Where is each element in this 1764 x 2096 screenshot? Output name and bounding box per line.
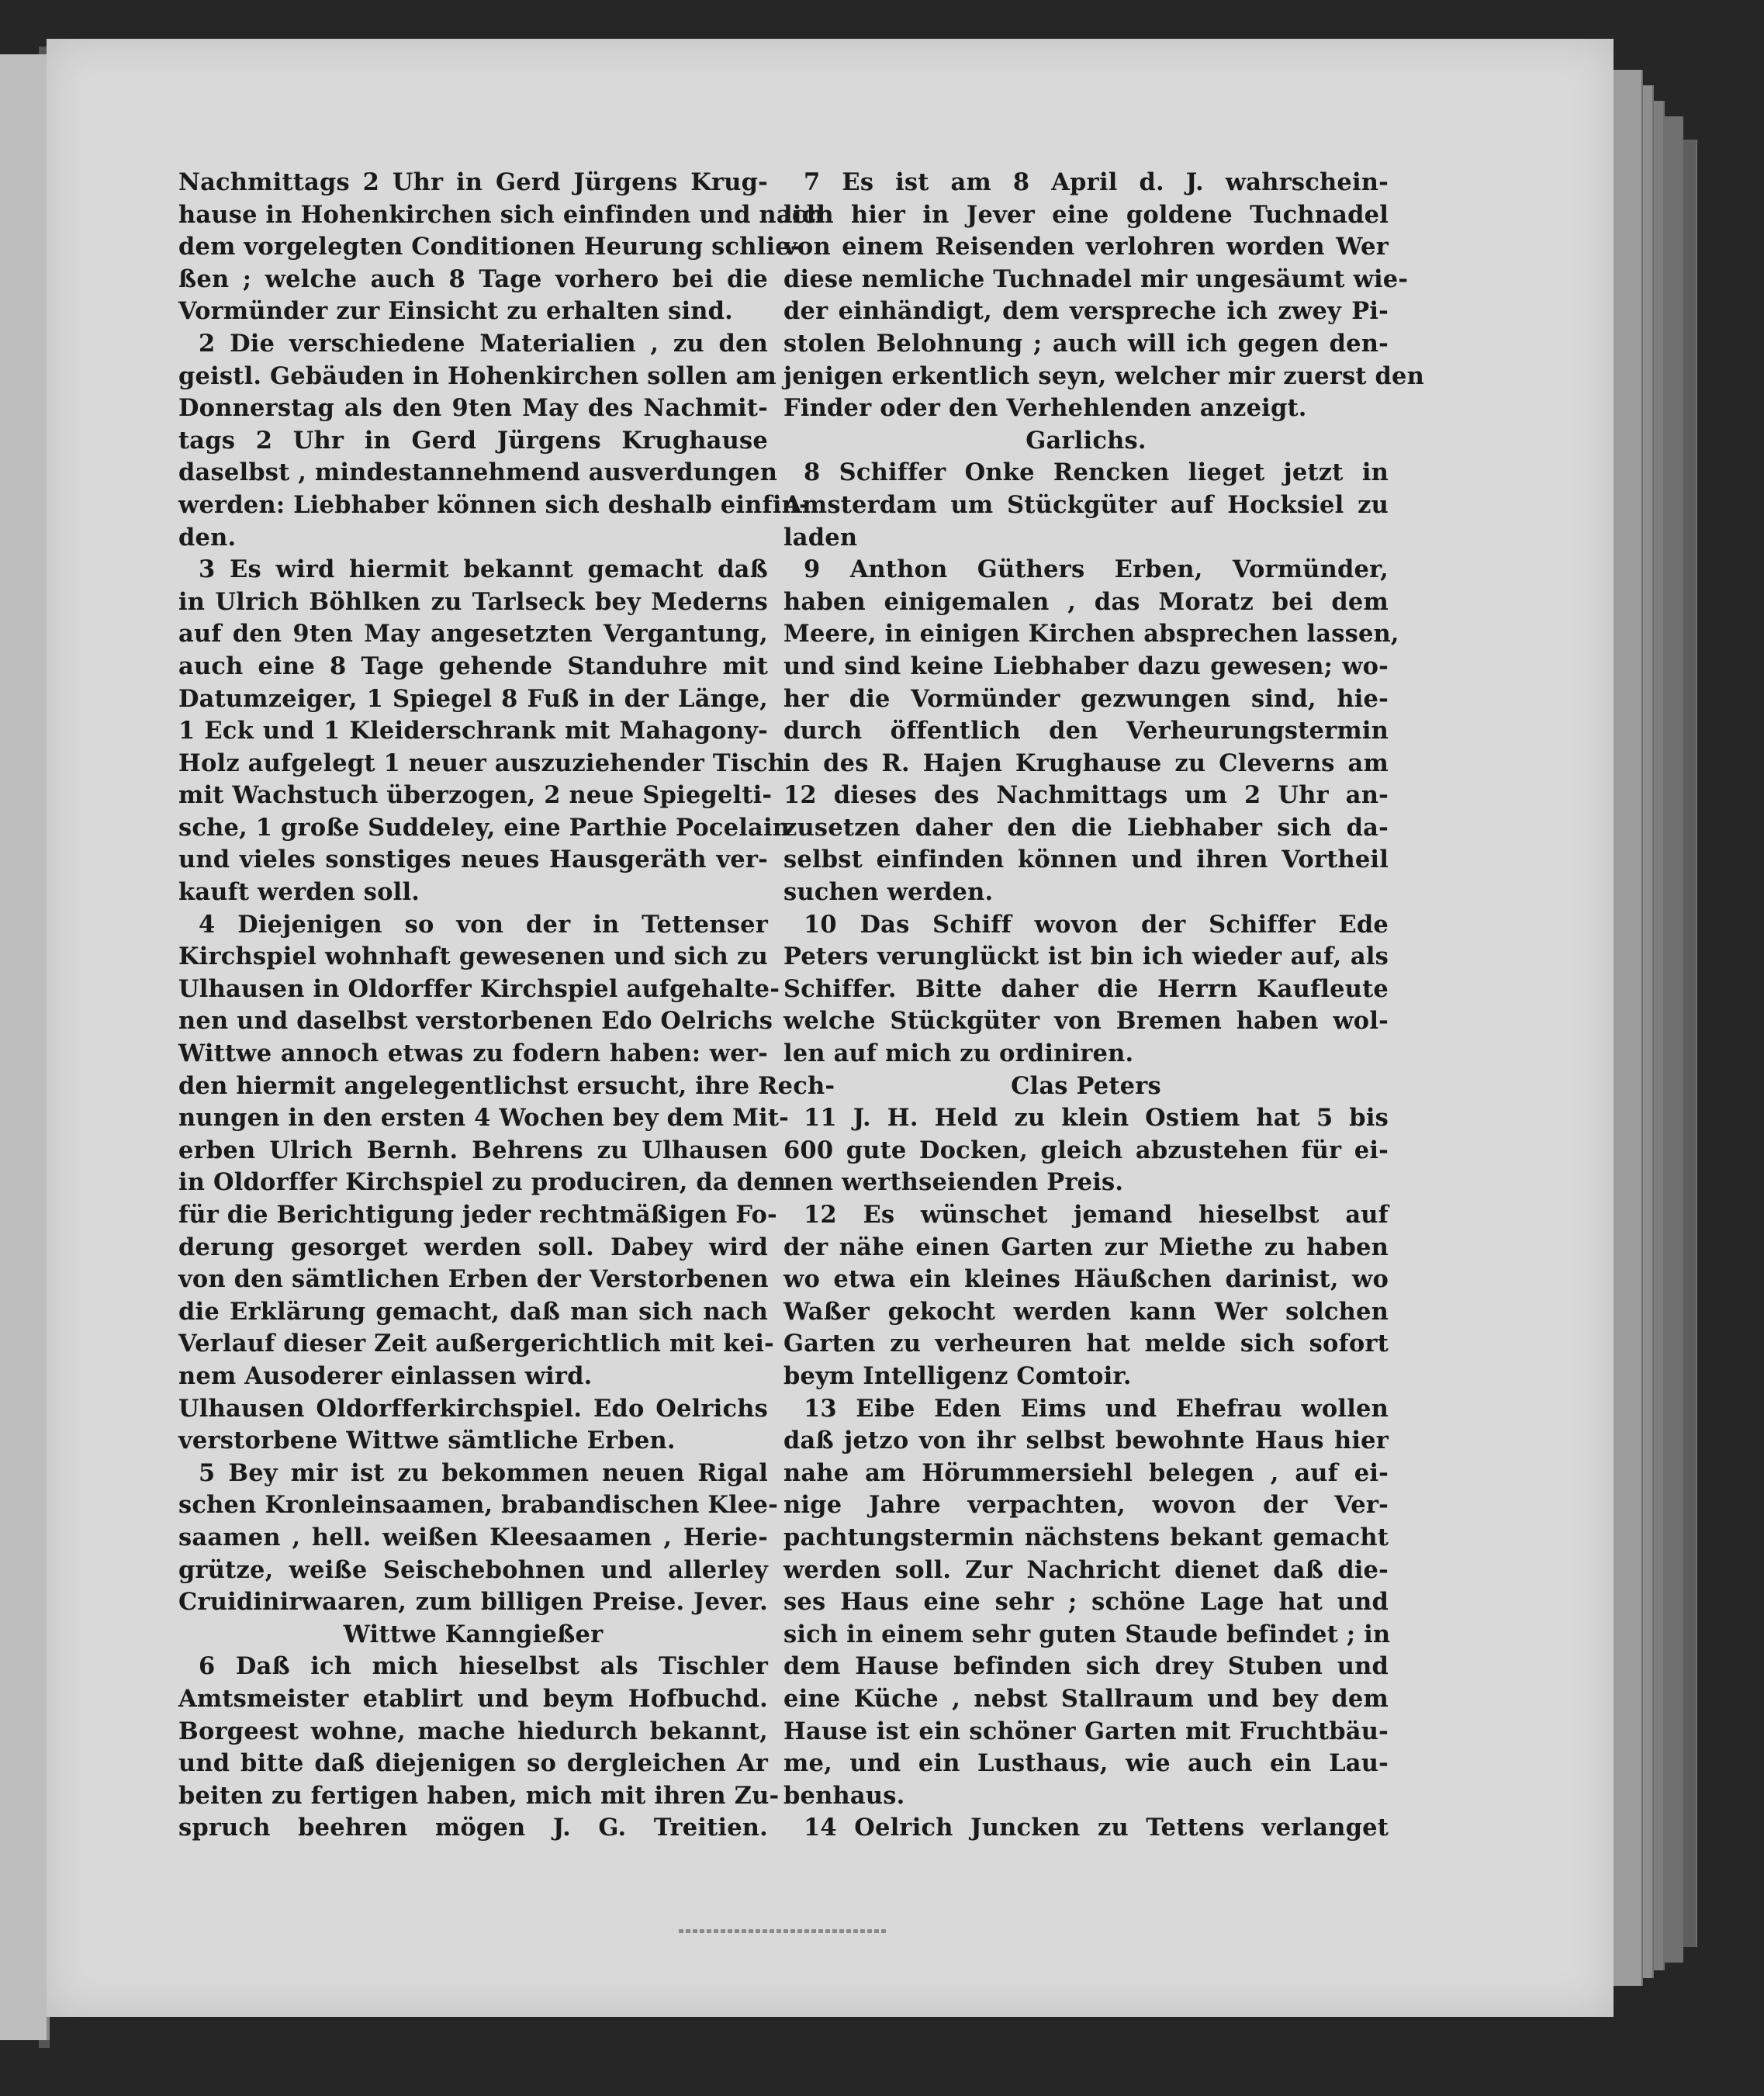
text-line: daselbst , mindestannehmend ausverdungen xyxy=(178,458,778,487)
text-line: laden xyxy=(783,523,858,552)
text-line: haben einigemalen , das Moratz bei dem xyxy=(783,587,1389,616)
text-line: suchen werden. xyxy=(783,878,994,907)
text-line: 4 Diejenigen so von der in Tettenser xyxy=(199,910,768,939)
text-line: auf den 9ten May angesetzten Vergantung, xyxy=(178,620,768,649)
text-line: werden soll. Zur Nachricht dienet daß die- xyxy=(783,1555,1389,1584)
text-line: 11 J. H. Held zu klein Ostiem hat 5 bis xyxy=(804,1104,1389,1133)
text-line: Meere, in einigen Kirchen absprechen lassen, xyxy=(783,620,1399,649)
text-line: 7 Es ist am 8 April d. J. wahrschein- xyxy=(804,168,1389,196)
text-line: nen werthseienden Preis. xyxy=(783,1168,1124,1197)
text-line: in Ulrich Böhlken zu Tarlseck bey Mederns xyxy=(178,587,768,616)
text-line: Schiffer. Bitte daher die Herrn Kaufleute xyxy=(783,974,1389,1003)
text-line: Wittwe annoch etwas zu fodern haben: wer- xyxy=(178,1039,768,1068)
text-line: 3 Es wird hiermit bekannt gemacht daß xyxy=(199,555,768,584)
text-line: her die Vormünder gezwungen sind, hie- xyxy=(783,684,1389,713)
text-line: Amtsmeister etablirt und beym Hofbuchd. xyxy=(178,1684,768,1713)
text-line: mit Wachstuch überzogen, 2 neue Spiegelti- xyxy=(178,781,773,810)
text-line: Peters verunglückt ist bin ich wieder auf, als xyxy=(783,943,1389,971)
text-line: tags 2 Uhr in Gerd Jürgens Krughause xyxy=(178,426,768,455)
page-end-rule xyxy=(679,1929,888,1933)
text-line: 13 Eibe Eden Eims und Ehefrau wollen xyxy=(804,1394,1389,1423)
text-line: Wittwe Kanngießer xyxy=(343,1620,604,1648)
text-line: und bitte daß diejenigen so dergleichen Ar xyxy=(178,1749,768,1778)
text-line: die Erklärung gemacht, daß man sich nach xyxy=(178,1297,768,1326)
text-line: daß jetzo von ihr selbst bewohnte Haus hier xyxy=(783,1427,1389,1455)
text-line: zusetzen daher den die Liebhaber sich da- xyxy=(783,813,1389,842)
text-line: nungen in den ersten 4 Wochen bey dem Mit- xyxy=(178,1104,789,1133)
text-line: in Oldorffer Kirchspiel zu produciren, da den xyxy=(178,1168,787,1197)
text-line: Kirchspiel wohnhaft gewesenen und sich zu xyxy=(178,943,768,971)
text-line: 10 Das Schiff wovon der Schiffer Ede xyxy=(804,910,1389,939)
text-line: dem Hause befinden sich drey Stuben und xyxy=(783,1652,1389,1681)
text-line: Holz aufgelegt 1 neuer auszuziehender Tisch xyxy=(178,749,786,777)
text-line: nahe am Hörummersiehl belegen , auf ei- xyxy=(783,1458,1389,1487)
text-line: pachtungstermin nächstens bekant gemacht xyxy=(783,1523,1389,1551)
text-line: und sind keine Liebhaber dazu gewesen; wo- xyxy=(783,652,1389,680)
text-line: ses Haus eine sehr ; schöne Lage hat und xyxy=(783,1588,1389,1617)
text-line: der einhändigt, dem verspreche ich zwey Pi- xyxy=(783,297,1389,326)
text-line: Garlichs. xyxy=(1026,426,1147,455)
text-line: auch eine 8 Tage gehende Standuhre mit xyxy=(178,652,768,680)
text-line: Finder oder den Verhehlenden anzeigt. xyxy=(783,394,1307,423)
text-line: verstorbene Wittwe sämtliche Erben. xyxy=(178,1427,676,1455)
text-line: eine Küche , nebst Stallraum und bey dem xyxy=(783,1684,1389,1713)
text-line: und vieles sonstiges neues Hausgeräth ver- xyxy=(178,846,768,874)
text-line: Nachmittags 2 Uhr in Gerd Jürgens Krug- xyxy=(178,168,768,196)
text-line: stolen Belohnung ; auch will ich gegen den- xyxy=(783,329,1389,358)
text-line: beiten zu fertigen haben, mich mit ihren Zu- xyxy=(178,1781,780,1810)
text-line: Clas Peters xyxy=(1011,1071,1161,1100)
text-line: nige Jahre verpachten, wovon der Ver- xyxy=(783,1491,1389,1520)
text-line: Garten zu verheuren hat melde sich sofort xyxy=(783,1330,1389,1358)
text-line: 600 gute Docken, gleich abzustehen für ei- xyxy=(783,1136,1389,1164)
text-line: wo etwa ein kleines Häußchen darinist, wo xyxy=(783,1265,1389,1294)
text-line: in des R. Hajen Krughause zu Cleverns am xyxy=(783,749,1389,777)
text-line: 8 Schiffer Onke Rencken lieget jetzt in xyxy=(804,458,1389,487)
text-line: geistl. Gebäuden in Hohenkirchen sollen am xyxy=(178,361,777,390)
text-line: durch öffentlich den Verheurungstermin xyxy=(783,717,1389,745)
facing-page-edge xyxy=(0,54,50,2040)
text-line: 9 Anthon Güthers Erben, Vormünder, xyxy=(804,555,1389,584)
text-line: 1 Eck und 1 Kleiderschrank mit Mahagony- xyxy=(178,717,768,745)
text-line: Ulhausen Oldorfferkirchspiel. Edo Oelrichs xyxy=(178,1394,768,1423)
text-line: len auf mich zu ordiniren. xyxy=(783,1039,1134,1068)
text-line: Amsterdam um Stückgüter auf Hocksiel zu xyxy=(783,490,1389,519)
text-line: jenigen erkentlich seyn, welcher mir zuerst den xyxy=(783,361,1425,390)
text-line: erben Ulrich Bernh. Behrens zu Ulhausen xyxy=(178,1136,768,1164)
text-line: spruch beehren mögen J. G. Treitien. xyxy=(178,1814,768,1842)
text-line: Donnerstag als den 9ten May des Nachmit- xyxy=(178,394,768,423)
text-line: me, und ein Lusthaus, wie auch ein Lau- xyxy=(783,1749,1389,1778)
text-line: sich in einem sehr guten Staude befindet ; in xyxy=(783,1620,1391,1648)
text-line: Datumzeiger, 1 Spiegel 8 Fuß in der Länge, xyxy=(178,684,768,713)
text-line: Borgeest wohne, mache hiedurch bekannt, xyxy=(178,1717,768,1745)
text-line: dem vorgelegten Conditionen Heurung schlie- xyxy=(178,233,801,261)
text-line: 12 dieses des Nachmittags um 2 Uhr an- xyxy=(783,781,1389,810)
text-line: Hause ist ein schöner Garten mit Fruchtbäu- xyxy=(783,1717,1389,1745)
text-line: hause in Hohenkirchen sich einfinden und nach xyxy=(178,200,825,229)
text-line: für die Berichtigung jeder rechtmäßigen Fo- xyxy=(178,1201,777,1229)
text-line: kauft werden soll. xyxy=(178,878,420,907)
text-line: beym Intelligenz Comtoir. xyxy=(783,1361,1132,1390)
text-line: Ulhausen in Oldorffer Kirchspiel aufgehalte- xyxy=(178,974,780,1003)
text-line: schen Kronleinsaamen, brabandischen Klee- xyxy=(178,1491,778,1520)
text-line: diese nemliche Tuchnadel mir ungesäumt wie- xyxy=(783,265,1409,293)
document-page xyxy=(47,39,1614,2017)
text-line: 12 Es wünschet jemand hieselbst auf xyxy=(804,1201,1389,1229)
text-line: welche Stückgüter von Bremen haben wol- xyxy=(783,1007,1389,1036)
text-line: benhaus. xyxy=(783,1781,905,1810)
text-line: den hiermit angelegentlichst ersucht, ihre Rech- xyxy=(178,1071,835,1100)
text-line: Waßer gekocht werden kann Wer solchen xyxy=(783,1297,1389,1326)
text-line: saamen , hell. weißen Kleesaamen , Herie- xyxy=(178,1523,768,1551)
text-line: selbst einfinden können und ihren Vortheil xyxy=(783,846,1389,874)
text-line: von den sämtlichen Erben der Verstorbenen xyxy=(178,1265,769,1294)
text-line: 5 Bey mir ist zu bekommen neuen Rigal xyxy=(199,1458,768,1487)
text-line: Verlauf dieser Zeit außergerichtlich mit kei- xyxy=(178,1330,774,1358)
text-line: werden: Liebhaber können sich deshalb einfin- xyxy=(178,490,809,519)
text-line: von einem Reisenden verlohren worden Wer xyxy=(783,233,1389,261)
text-line: grütze, weiße Seischebohnen und allerley xyxy=(178,1555,768,1584)
text-line: ßen ; welche auch 8 Tage vorhero bei die xyxy=(178,265,768,293)
text-line: derung gesorget werden soll. Dabey wird xyxy=(178,1233,768,1261)
text-line: 2 Die verschiedene Materialien , zu den xyxy=(199,329,768,358)
text-line: lich hier in Jever eine goldene Tuchnadel xyxy=(783,200,1389,229)
text-line: sche, 1 große Suddeley, eine Parthie Pocelain xyxy=(178,813,790,842)
text-line: nen und daselbst verstorbenen Edo Oelrichs xyxy=(178,1007,773,1036)
text-line: 14 Oelrich Juncken zu Tettens verlanget xyxy=(804,1814,1389,1842)
right-text-column xyxy=(783,167,1425,1845)
text-line: Vormünder zur Einsicht zu erhalten sind. xyxy=(178,297,733,326)
text-line: 6 Daß ich mich hieselbst als Tischler xyxy=(199,1652,768,1681)
text-line: nem Ausoderer einlassen wird. xyxy=(178,1361,593,1390)
text-line: Cruidinirwaaren, zum billigen Preise. Jever. xyxy=(178,1588,768,1617)
text-line: den. xyxy=(178,523,237,552)
text-line: der nähe einen Garten zur Miethe zu haben xyxy=(783,1233,1389,1261)
